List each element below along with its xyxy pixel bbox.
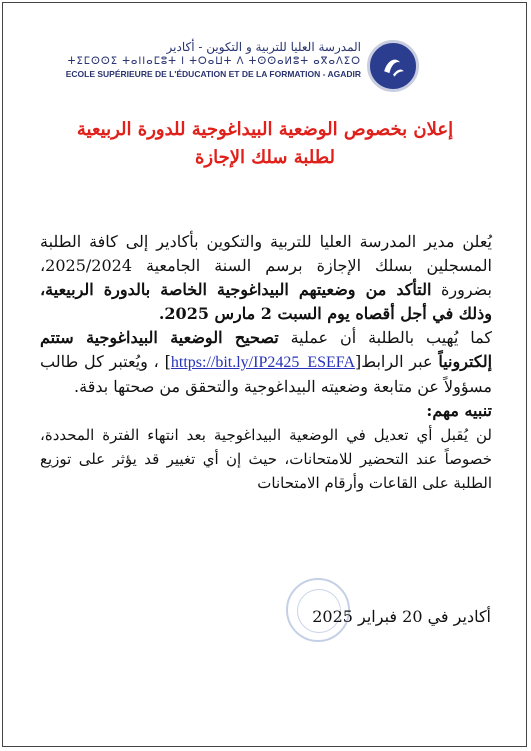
paragraph-2-text-a: كما يُهيب بالطلبة أن عملية [278,328,493,347]
paragraph-2-text-c: ] ، ويُعتبر كل طالب مسؤولاً عن متابعة وضعيته البيداغوجية والتحقق من صحتها بدقة. [40,352,492,396]
institution-name-tifinagh: ⵜⵉⵎⵙⵙⵉ ⵜⴰⵏⵏⴰⵎⵓⵜ ⵏ ⵜⵔⴰⵡⵜ ⴷ ⵜⵙⵙⴰⵍⵓⵜ ⴰⴳⴰⴷⵉⵔ [67,56,361,67]
institution-header [66,40,361,79]
institution-name-arabic: المدرسة العليا للتربية و التكوين - أكادير [166,40,361,54]
paragraph-2-bold: تصحيح الوضعية البيداغوجية ستتم إلكترونياً [40,328,493,371]
paragraph-1-bold: التأكد من وضعيتهم البيداغوجية الخاصة بالدورة الربيعية، وذلك في أجل أقصاه يوم السبت 2 مارس 2025. [40,280,492,323]
correction-link[interactable]: https://bit.ly/IP2425_ESEFA [170,354,356,371]
place-and-date: أكادير في 20 فبراير 2025 [312,607,491,626]
notice-text: لن يُقبل أي تعديل في الوضعية البيداغوجية بعد انتهاء الفترة المحددة، خصوصاً عند التحضير للامتحانات، حيث إن أي تغيير قد يؤثر على توزيع الطلبة على القاعات وأرقام الامتحانات [40,426,492,492]
paragraph-correction [40,326,492,399]
notice-heading: تنبيه مهم: [426,401,492,420]
paragraph-1-text: يُعلن مدير المدرسة العليا للتربية والتكوين بأكادير إلى كافة الطلبة المسجلين بسلك الإجازة برسم السنة الجامعية 2025/2024، بضرورة [40,232,493,299]
paragraph-2-text-b: عبر الرابط[ [355,352,439,371]
institution-name-french: ECOLE SUPÉRIEURE DE L'ÉDUCATION ET DE LA FORMATION - AGADIR [65,69,361,79]
announcement-title [30,116,500,172]
title-line-1: إعلان بخصوص الوضعية البيداغوجية للدورة الربيعية [76,119,454,140]
title-line-2: لطلبة سلك الإجازة [194,147,336,168]
announcement-body [40,230,492,495]
school-logo-icon [367,40,419,92]
paragraph-deadline [40,230,492,326]
